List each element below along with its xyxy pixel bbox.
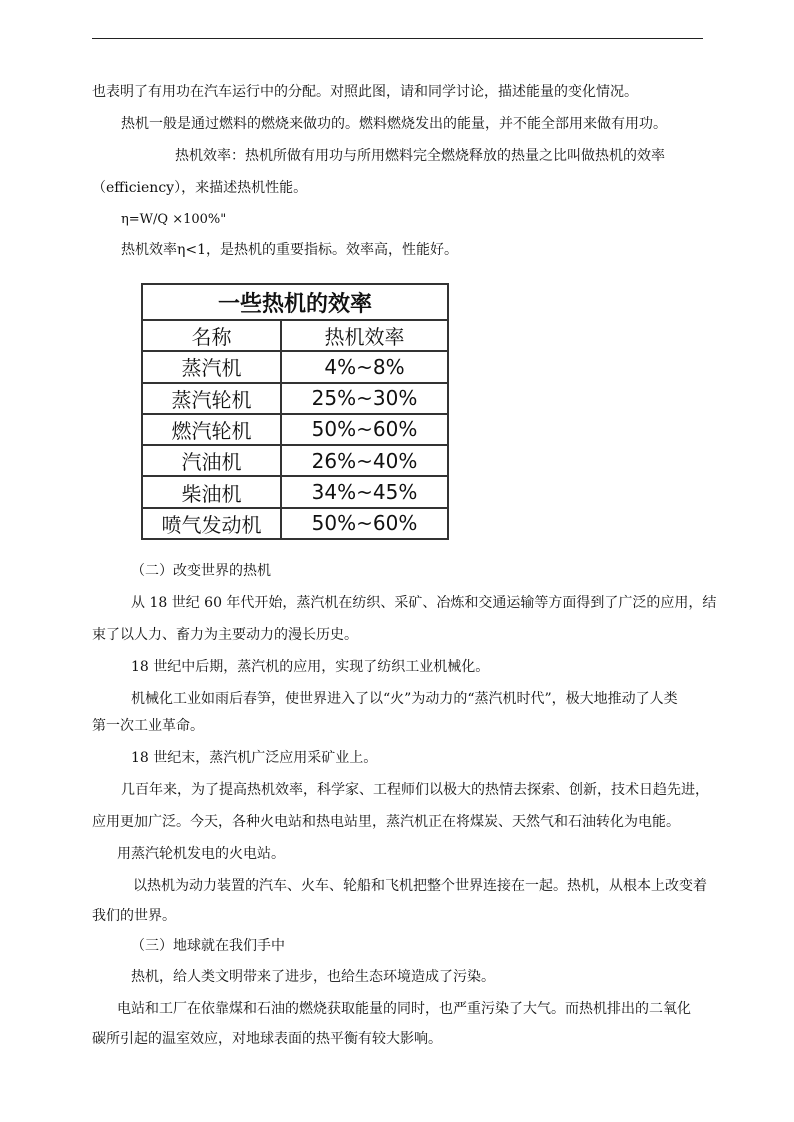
- table-row: [142, 383, 448, 414]
- header-efficiency: 热机效率: [281, 320, 448, 351]
- engine-efficiency: 26%~40%: [281, 445, 448, 476]
- engine-efficiency: 50%~60%: [281, 508, 448, 539]
- paragraph-pollution: 热机，给人类文明带来了进步，也给生态环境造成了污染。: [131, 969, 495, 985]
- section-heading-earth: （三）地球就在我们手中: [131, 938, 285, 954]
- paragraph-greenhouse-line2: 碳所引起的温室效应，对地球表面的热平衡有较大影响。: [92, 1031, 442, 1047]
- engine-name: 喷气发动机: [142, 508, 281, 539]
- paragraph-steam-age-line2: 第一次工业革命。: [92, 718, 204, 734]
- engine-name: 柴油机: [142, 476, 281, 507]
- header-rule: [92, 38, 703, 39]
- table-row: [142, 476, 448, 507]
- efficiency-table-container: [141, 283, 447, 540]
- paragraph-transport-line2: 我们的世界。: [92, 908, 176, 924]
- paragraph-innovation-line2: 应用更加广泛。今天，各种火电站和热电站里，蒸汽机正在将煤炭、天然气和石油转化为电能。: [92, 814, 680, 830]
- paragraph-heat-engine-intro: 热机一般是通过燃料的燃烧来做功的。燃料燃烧发出的能量，并不能全部用来做有用功。: [121, 116, 667, 132]
- table-row: [142, 445, 448, 476]
- table-header-row: [142, 320, 448, 351]
- paragraph-mining: 18 世纪末，蒸汽机广泛应用采矿业上。: [131, 750, 378, 766]
- paragraph-efficiency-term: （efficiency），来描述热机性能。: [92, 180, 308, 196]
- paragraph-textile-mechanization: 18 世纪中后期，蒸汽机的应用，实现了纺织工业机械化。: [131, 659, 490, 675]
- table-title: 一些热机的效率: [142, 284, 448, 320]
- table-row: [142, 508, 448, 539]
- engine-name: 汽油机: [142, 445, 281, 476]
- engine-efficiency: 34%~45%: [281, 476, 448, 507]
- paragraph-steam-age-line1: 机械化工业如雨后春笋，使世界进入了以“火”为动力的“蒸汽机时代”，极大地推动了人类: [131, 691, 678, 707]
- engine-name: 蒸汽机: [142, 351, 281, 382]
- paragraph-efficiency-definition: 热机效率：热机所做有用功与所用燃料完全燃烧释放的热量之比叫做热机的效率: [175, 148, 665, 164]
- paragraph-greenhouse-line1: 电站和工厂在依靠煤和石油的燃烧获取能量的同时，也严重污染了大气。而热机排出的二氧化: [117, 1001, 691, 1017]
- engine-efficiency: 25%~30%: [281, 383, 448, 414]
- table-row: [142, 414, 448, 445]
- engine-efficiency: 4%~8%: [281, 351, 448, 382]
- engine-efficiency: 50%~60%: [281, 414, 448, 445]
- section-heading-changing-world: （二）改变世界的热机: [131, 563, 271, 579]
- engine-name: 蒸汽轮机: [142, 383, 281, 414]
- paragraph-steam-history-line1: 从 18 世纪 60 年代开始，蒸汽机在纺织、采矿、冶炼和交通运输等方面得到了广泛的应用，结: [131, 595, 717, 611]
- paragraph-efficiency-index: 热机效率η<1，是热机的重要指标。效率高，性能好。: [121, 242, 459, 258]
- efficiency-table: [141, 283, 449, 540]
- table-row: [142, 351, 448, 382]
- header-name: 名称: [142, 320, 281, 351]
- paragraph-energy-distribution: 也表明了有用功在汽车运行中的分配。对照此图，请和同学讨论，描述能量的变化情况。: [92, 84, 638, 100]
- efficiency-formula: η=W/Q ×100%": [121, 212, 227, 227]
- engine-name: 燃汽轮机: [142, 414, 281, 445]
- paragraph-innovation-line1: 几百年来，为了提高热机效率，科学家、工程师们以极大的热情去探索、创新，技术日趋先进，: [121, 782, 709, 798]
- paragraph-steam-history-line2: 束了以人力、畜力为主要动力的漫长历史。: [92, 627, 358, 643]
- paragraph-power-station: 用蒸汽轮机发电的火电站。: [117, 846, 285, 862]
- paragraph-transport-line1: 以热机为动力装置的汽车、火车、轮船和飞机把整个世界连接在一起。热机，从根本上改变着: [133, 878, 707, 894]
